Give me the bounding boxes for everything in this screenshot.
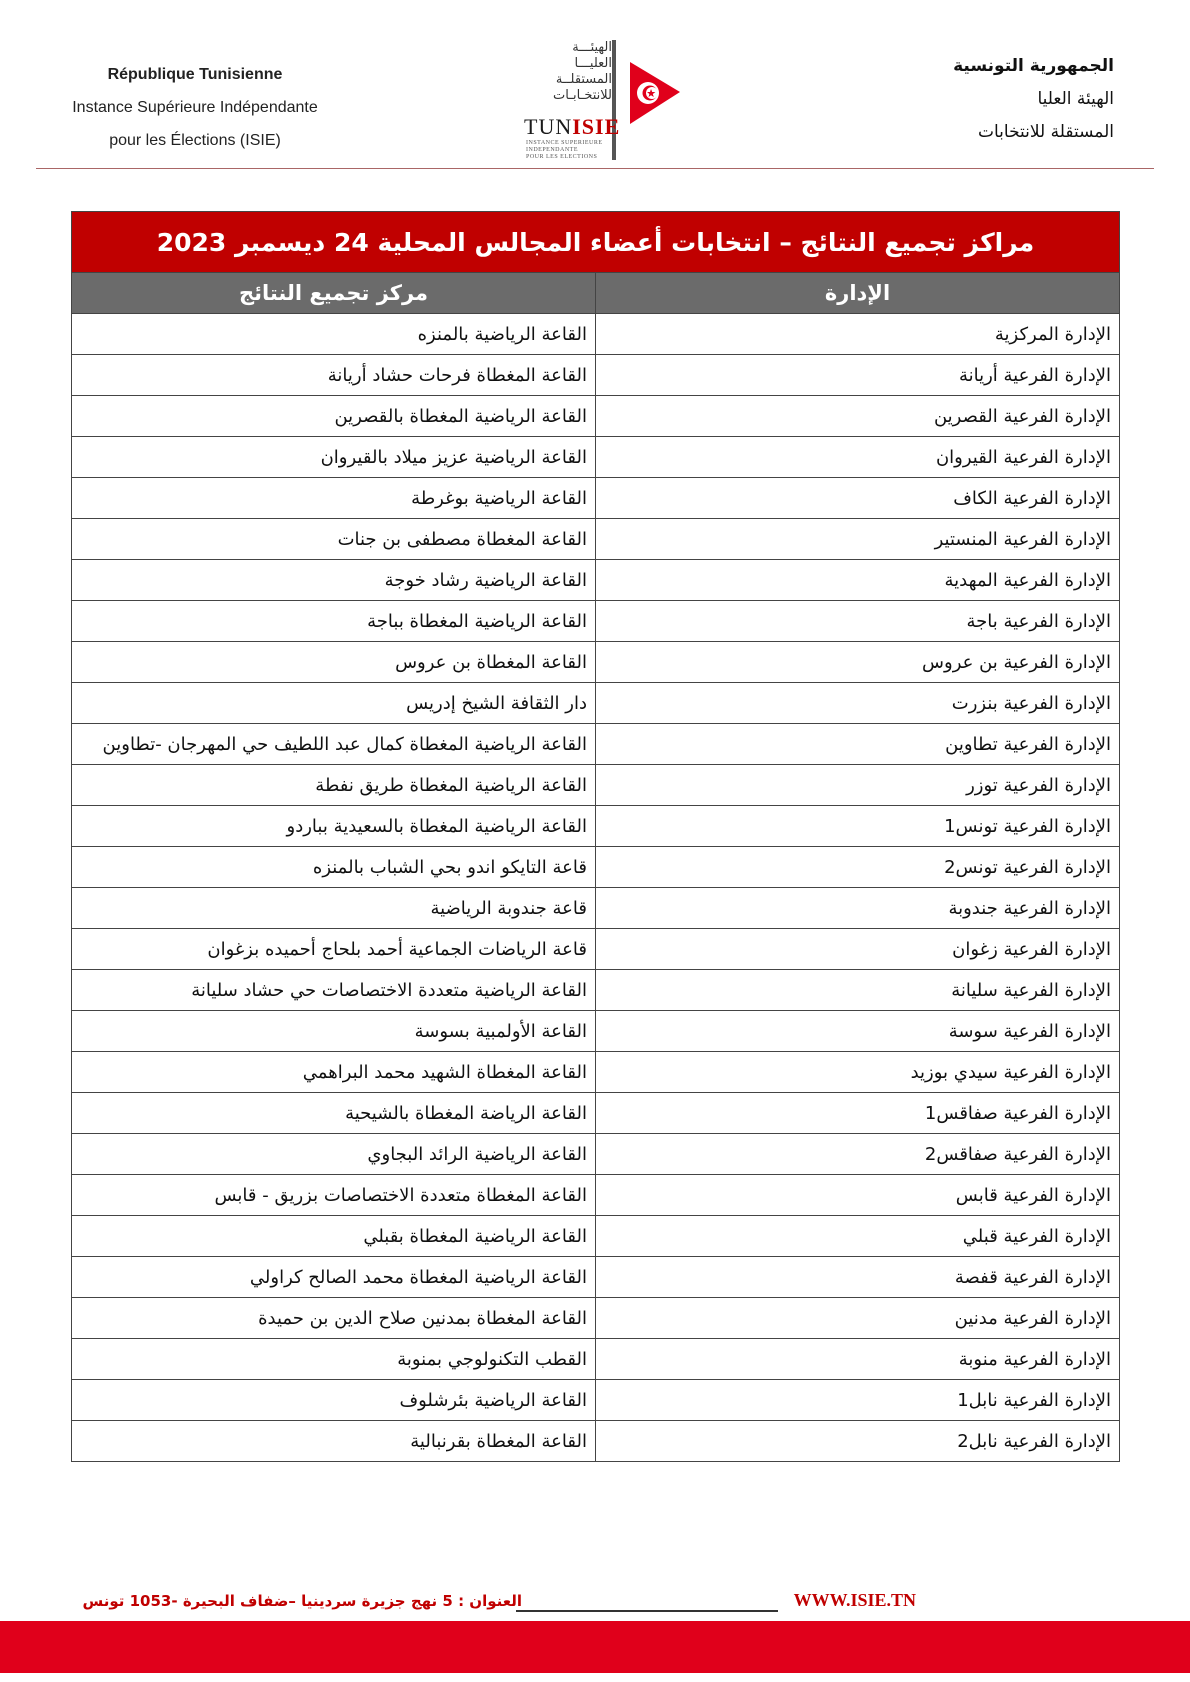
- table-row: [72, 560, 1120, 601]
- cell-center: القاعة الرياضية المغطاة بالقصرين: [72, 396, 596, 437]
- cell-admin: الإدارة الفرعية بن عروس: [596, 642, 1120, 683]
- table-row: [72, 355, 1120, 396]
- cell-center: القاعة المغطاة بقرنبالية: [72, 1421, 596, 1462]
- header-right-block: [834, 50, 1114, 149]
- cell-center: القاعة الرياضية رشاد خوجة: [72, 560, 596, 601]
- cell-center: القاعة الرياضية بئرشلوف: [72, 1380, 596, 1421]
- cell-admin: الإدارة الفرعية سيدي بوزيد: [596, 1052, 1120, 1093]
- cell-center: دار الثقافة الشيخ إدريس: [72, 683, 596, 724]
- bottom-red-band: [0, 1621, 1190, 1673]
- table-row: [72, 1298, 1120, 1339]
- table-row: [72, 888, 1120, 929]
- table-row: [72, 765, 1120, 806]
- cell-center: القاعة الرياضية بوغرطة: [72, 478, 596, 519]
- header-right-line-2: الهيئة العليا: [1037, 89, 1114, 109]
- cell-center: القاعة المغطاة فرحات حشاد أريانة: [72, 355, 596, 396]
- logo-arabic-line-2: العليـــا: [574, 56, 612, 71]
- table-title: مراكز تجميع النتائج – انتخابات أعضاء المجالس المحلية 24 ديسمبر 2023: [72, 212, 1120, 273]
- cell-admin: الإدارة الفرعية تونس1: [596, 806, 1120, 847]
- cell-admin: الإدارة الفرعية زغوان: [596, 929, 1120, 970]
- cell-center: قاعة التايكو اندو بحي الشباب بالمنزه: [72, 847, 596, 888]
- cell-center: القاعة المغطاة بن عروس: [72, 642, 596, 683]
- table-row: [72, 1257, 1120, 1298]
- cell-center: القاعة الرياضية الرائد البجاوي: [72, 1134, 596, 1175]
- cell-center: قاعة الرياضات الجماعية أحمد بلحاج أحميده بزغوان: [72, 929, 596, 970]
- footer-website: WWW.ISIE.TN: [793, 1590, 916, 1610]
- cell-center: قاعة جندوبة الرياضية: [72, 888, 596, 929]
- cell-center: القاعة المغطاة بمدنين صلاح الدين بن حميدة: [72, 1298, 596, 1339]
- logo-arabic-line-1: الهيئـــة: [572, 40, 612, 55]
- cell-center: القاعة الرياضية المغطاة طريق نفطة: [72, 765, 596, 806]
- table-row: [72, 396, 1120, 437]
- logo-small-line-2: INDEPENDANTE: [526, 147, 578, 153]
- table-row: [72, 1052, 1120, 1093]
- cell-admin: الإدارة الفرعية توزر: [596, 765, 1120, 806]
- table-row: [72, 1134, 1120, 1175]
- cell-admin: الإدارة الفرعية قابس: [596, 1175, 1120, 1216]
- header-right-line-3: المستقلة للانتخابات: [977, 122, 1114, 142]
- cell-admin: الإدارة الفرعية سوسة: [596, 1011, 1120, 1052]
- table-row: [72, 1011, 1120, 1052]
- cell-center: القطب التكنولوجي بمنوبة: [72, 1339, 596, 1380]
- table-row: [72, 478, 1120, 519]
- table-row: [72, 437, 1120, 478]
- logo-arabic-text: [520, 40, 612, 104]
- isie-logo: [520, 38, 680, 166]
- cell-admin: الإدارة الفرعية المهدية: [596, 560, 1120, 601]
- cell-admin: الإدارة الفرعية المنستير: [596, 519, 1120, 560]
- header-left-line-3: pour les Élections (ISIE): [109, 132, 281, 149]
- results-centers-table: [71, 211, 1120, 1462]
- cell-admin: الإدارة الفرعية قبلي: [596, 1216, 1120, 1257]
- cell-center: القاعة الرياضية المغطاة كمال عبد اللطيف حي المهرجان -تطاوين: [72, 724, 596, 765]
- logo-isie-text: ISIE: [572, 114, 621, 139]
- cell-admin: الإدارة الفرعية القصرين: [596, 396, 1120, 437]
- header-left-line-1: République Tunisienne: [107, 66, 283, 83]
- cell-center: القاعة الرياضة المغطاة بالشيحية: [72, 1093, 596, 1134]
- cell-admin: الإدارة الفرعية نابل2: [596, 1421, 1120, 1462]
- cell-admin: الإدارة الفرعية نابل1: [596, 1380, 1120, 1421]
- cell-admin: الإدارة الفرعية صفاقس1: [596, 1093, 1120, 1134]
- cell-center: القاعة الرياضية المغطاة بقبلي: [72, 1216, 596, 1257]
- logo-arabic-line-4: للانتخـابـات: [552, 88, 612, 103]
- table-row: [72, 847, 1120, 888]
- table-header-row: [72, 273, 1120, 314]
- header-right-line-1: الجمهورية التونسية: [953, 56, 1114, 76]
- cell-center: القاعة الرياضية عزيز ميلاد بالقيروان: [72, 437, 596, 478]
- table-row: [72, 1380, 1120, 1421]
- table-row: [72, 1175, 1120, 1216]
- cell-admin: الإدارة الفرعية بنزرت: [596, 683, 1120, 724]
- cell-center: القاعة الرياضية متعددة الاختصاصات حي حشاد سليانة: [72, 970, 596, 1011]
- table-row: [72, 970, 1120, 1011]
- cell-center: القاعة الأولمبية بسوسة: [72, 1011, 596, 1052]
- cell-center: القاعة المغطاة الشهيد محمد البراهمي: [72, 1052, 596, 1093]
- footer-address: العنوان : 5 نهج جزيرة سردينيا –ضفاف البحيرة -1053 تونس: [82, 1592, 522, 1610]
- cell-admin: الإدارة الفرعية أريانة: [596, 355, 1120, 396]
- footer-underline: [516, 1610, 778, 1612]
- header-left-line-2: Instance Supérieure Indépendante: [72, 99, 318, 116]
- logo-small-line-1: INSTANCE SUPERIEURE: [526, 140, 603, 146]
- cell-admin: الإدارة الفرعية مدنين: [596, 1298, 1120, 1339]
- table-row: [72, 1421, 1120, 1462]
- tunisia-flag-icon: [626, 62, 682, 126]
- cell-center: القاعة الرياضية المغطاة بباجة: [72, 601, 596, 642]
- header-left-block: [60, 58, 330, 157]
- table-row: [72, 724, 1120, 765]
- table-body: [72, 314, 1120, 1462]
- cell-admin: الإدارة الفرعية القيروان: [596, 437, 1120, 478]
- table-row: [72, 519, 1120, 560]
- table-row: [72, 683, 1120, 724]
- cell-center: القاعة الرياضية بالمنزه: [72, 314, 596, 355]
- header-divider: [36, 168, 1154, 169]
- cell-admin: الإدارة الفرعية صفاقس2: [596, 1134, 1120, 1175]
- cell-center: القاعة المغطاة مصطفى بن جنات: [72, 519, 596, 560]
- table-row: [72, 1339, 1120, 1380]
- column-header-admin: الإدارة: [596, 273, 1120, 314]
- cell-admin: الإدارة الفرعية جندوبة: [596, 888, 1120, 929]
- cell-admin: الإدارة الفرعية سليانة: [596, 970, 1120, 1011]
- cell-admin: الإدارة الفرعية منوبة: [596, 1339, 1120, 1380]
- logo-small-line-3: POUR LES ELECTIONS: [526, 154, 598, 160]
- cell-admin: الإدارة الفرعية تطاوين: [596, 724, 1120, 765]
- table-row: [72, 1093, 1120, 1134]
- logo-divider: [612, 40, 616, 160]
- table-row: [72, 1216, 1120, 1257]
- column-header-center: مركز تجميع النتائج: [72, 273, 596, 314]
- cell-admin: الإدارة الفرعية الكاف: [596, 478, 1120, 519]
- table-row: [72, 601, 1120, 642]
- table-row: [72, 642, 1120, 683]
- logo-arabic-line-3: المستقلــة: [555, 72, 612, 87]
- cell-admin: الإدارة الفرعية قفصة: [596, 1257, 1120, 1298]
- cell-admin: الإدارة الفرعية باجة: [596, 601, 1120, 642]
- logo-tum-text: TUN: [524, 114, 573, 139]
- footer: [48, 1592, 1098, 1616]
- cell-admin: الإدارة الفرعية تونس2: [596, 847, 1120, 888]
- cell-center: القاعة المغطاة متعددة الاختصاصات بزريق - قابس: [72, 1175, 596, 1216]
- cell-admin: الإدارة المركزية: [596, 314, 1120, 355]
- cell-center: القاعة الرياضية المغطاة محمد الصالح كراولي: [72, 1257, 596, 1298]
- table-row: [72, 806, 1120, 847]
- table-row: [72, 314, 1120, 355]
- table-row: [72, 929, 1120, 970]
- logo-small-text: [526, 140, 603, 161]
- logo-wordmark: [524, 114, 620, 140]
- cell-center: القاعة الرياضية المغطاة بالسعيدية بباردو: [72, 806, 596, 847]
